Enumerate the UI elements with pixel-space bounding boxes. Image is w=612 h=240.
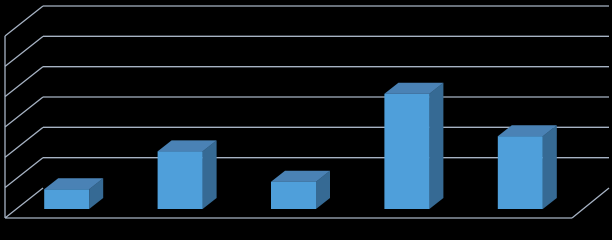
gridline-side-4 [5, 67, 43, 97]
gridline-side-3 [5, 97, 43, 127]
bar-series [44, 83, 557, 209]
gridline-side-6 [5, 6, 43, 36]
bar-5 [498, 125, 557, 209]
bar-front-face [44, 189, 89, 209]
bar-front-face [271, 182, 316, 209]
bar-front-face [158, 151, 203, 209]
bar-side-face [429, 83, 443, 209]
floor-right-edge [572, 188, 609, 218]
bar-front-face [498, 136, 543, 209]
bar-side-face [203, 140, 217, 209]
gridline-side-1 [5, 158, 43, 188]
bar-1 [44, 178, 103, 209]
gridline-side-5 [5, 36, 43, 66]
bar-front-face [384, 94, 429, 209]
bar-4 [384, 83, 443, 209]
bar-side-face [543, 125, 557, 209]
bar-3 [271, 171, 330, 209]
bar-2 [158, 140, 217, 209]
gridline-side-2 [5, 127, 43, 157]
gridline-side-0 [5, 188, 43, 218]
